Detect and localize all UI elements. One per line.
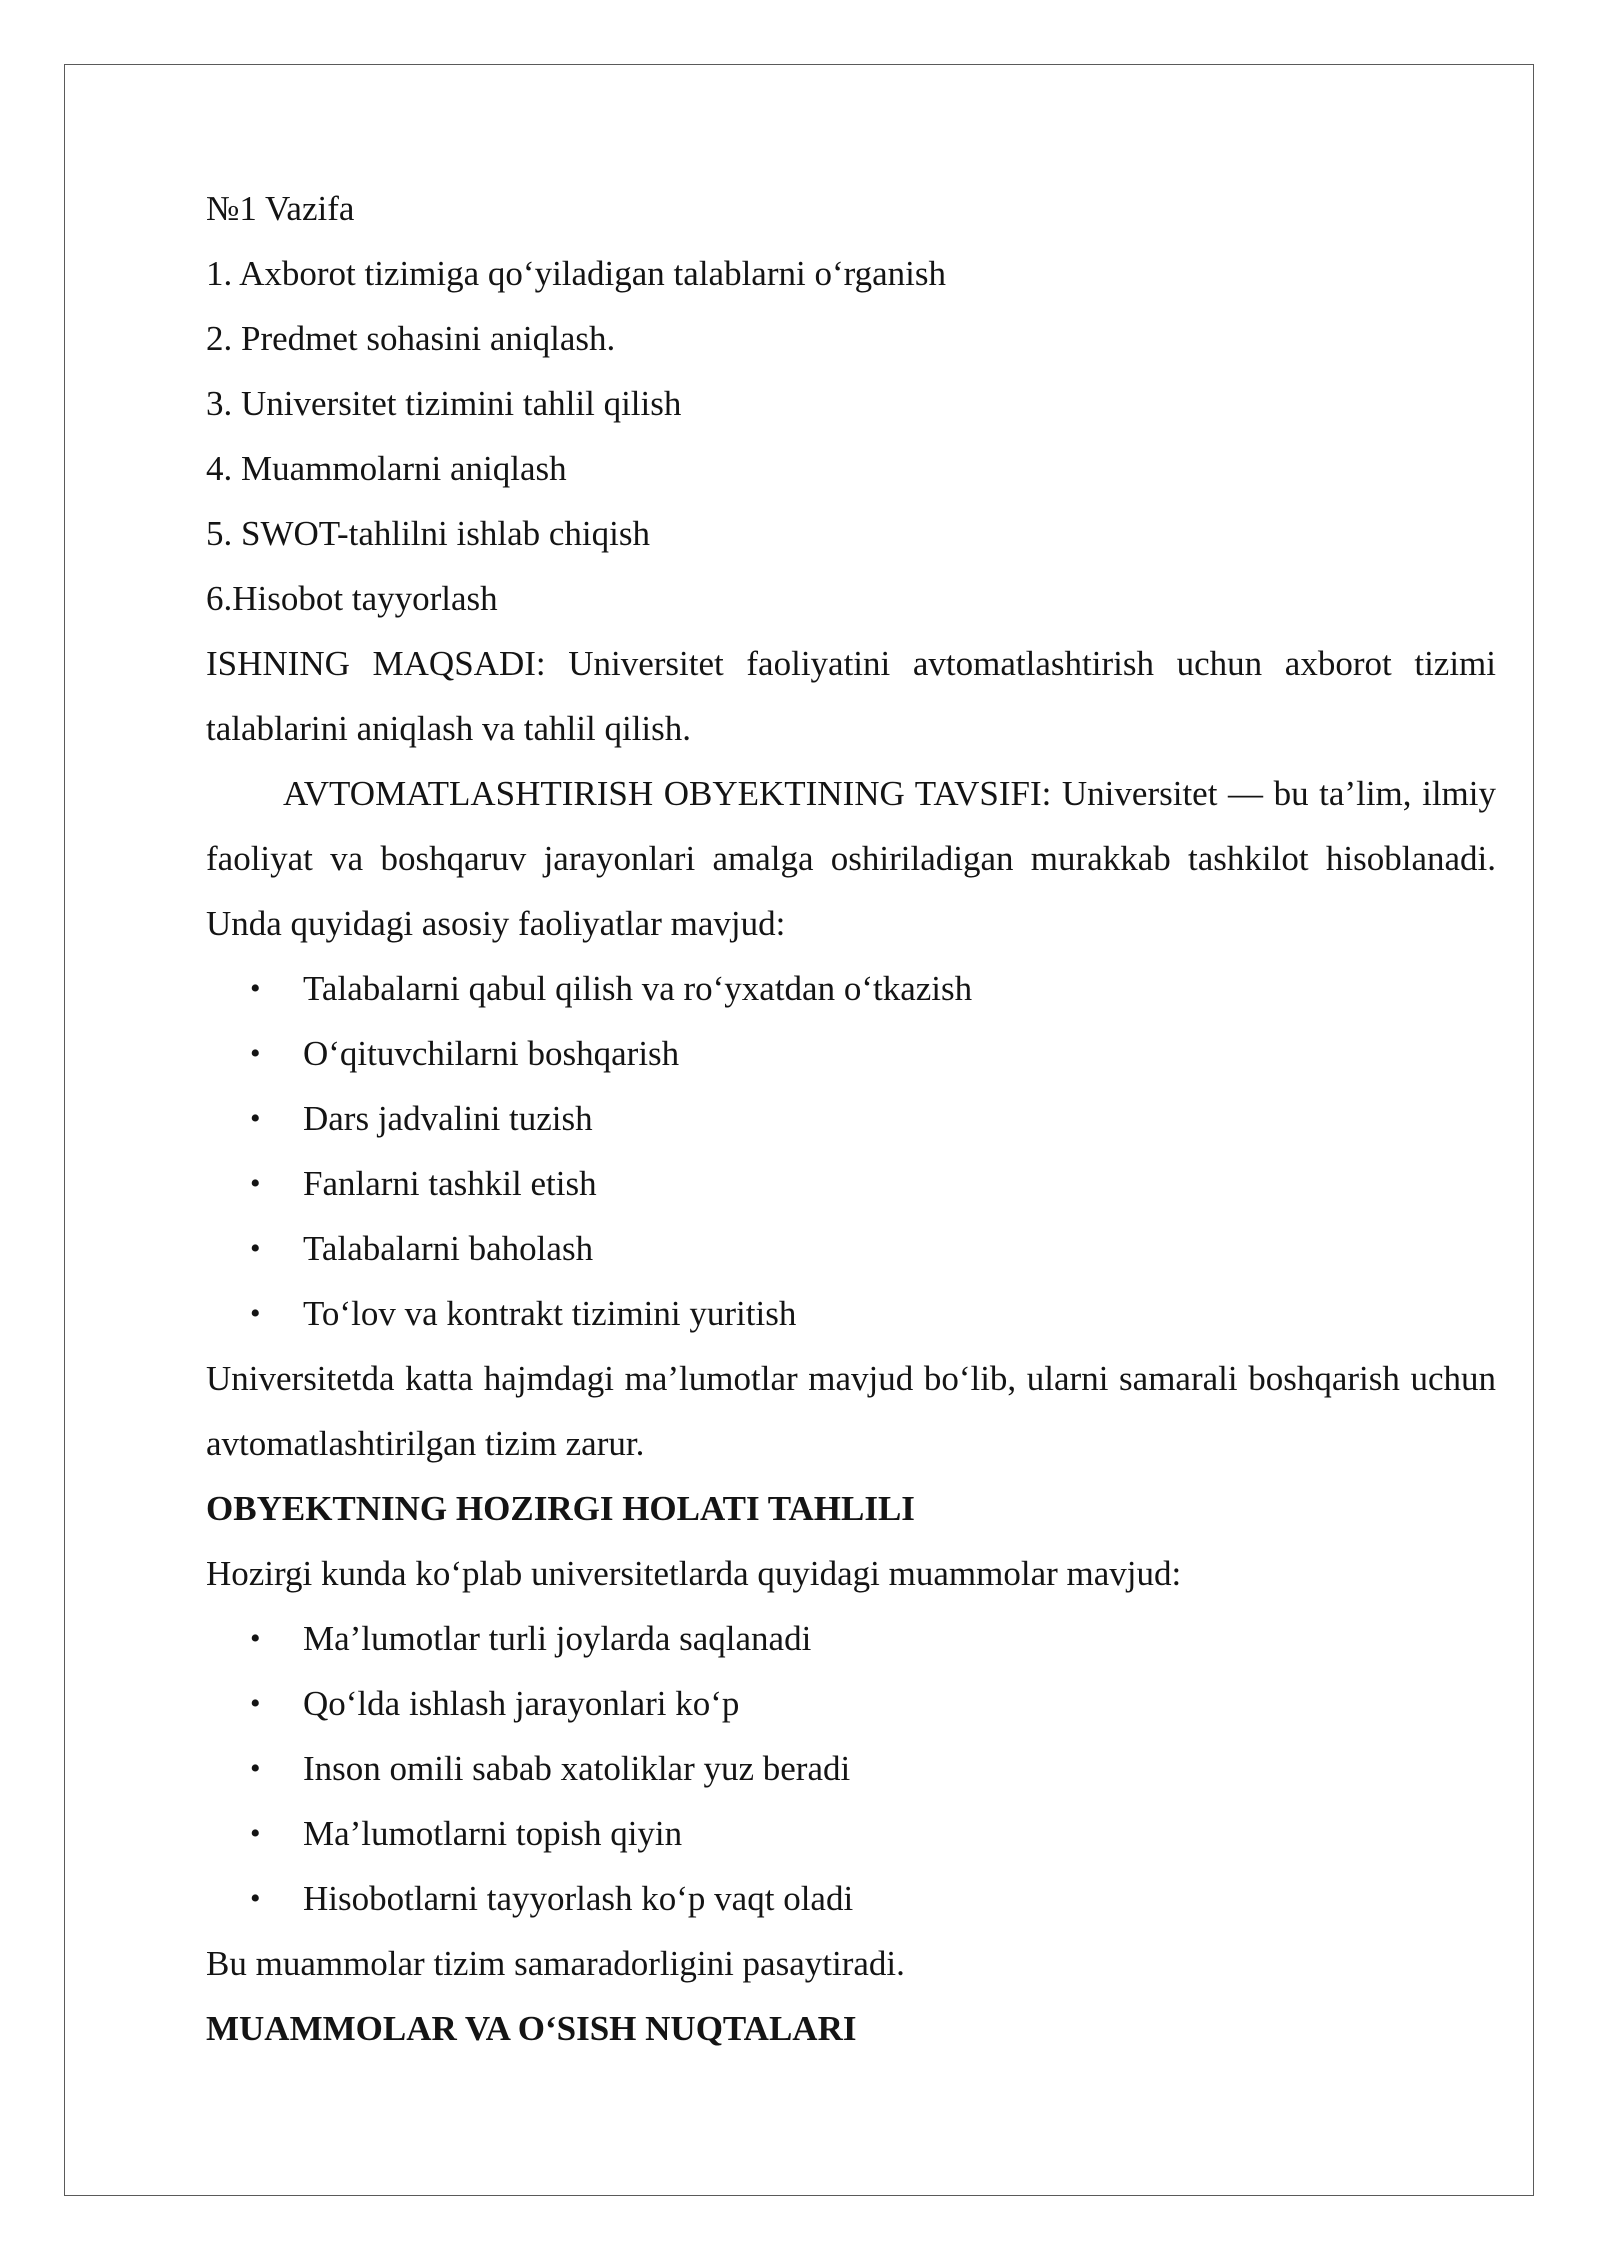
task-item: 2. Predmet sohasini aniqlash. (206, 319, 616, 358)
task-item: 3. Universitet tizimini tahlil qilish (206, 384, 682, 423)
list-item-text: Ma’lumotlar turli joylarda saqlanadi (303, 1619, 812, 1658)
bullet-icon: • (250, 1037, 261, 1070)
list-item-text: Inson omili sabab xatoliklar yuz beradi (303, 1749, 851, 1788)
list-item-text: Fanlarni tashkil etish (303, 1164, 597, 1203)
current-state-conclusion: Bu muammolar tizim samaradorligini pasaytiradi. (206, 1944, 905, 1983)
list-item-text: Hisobotlarni tayyorlash koʻp vaqt oladi (303, 1879, 854, 1918)
list-item-text: Qoʻlda ishlash jarayonlari koʻp (303, 1684, 740, 1723)
bullet-icon: • (250, 1817, 261, 1850)
list-item-text: Ma’lumotlarni topish qiyin (303, 1814, 683, 1853)
bullet-icon: • (250, 1622, 261, 1655)
problems-list (206, 1606, 1496, 1931)
task-item: 1. Axborot tizimiga qoʻyiladigan talablarni oʻrganish (206, 254, 947, 293)
goal-paragraph: ISHNING MAQSADI: Universitet faoliyatini avtomatlashtirish uchun axborot tizimi talablarini aniqlash va tahlil qilish. (206, 644, 1496, 748)
activities-list (206, 956, 1496, 1346)
list-item (206, 1281, 1496, 1346)
bullet-icon: • (250, 1297, 261, 1330)
list-item (206, 1021, 1496, 1086)
section-heading-problems-growth: MUAMMOLAR VA OʻSISH NUQTALARI (206, 2009, 857, 2048)
list-item (206, 956, 1496, 1021)
list-item-text: Toʻlov va kontrakt tizimini yuritish (303, 1294, 797, 1333)
current-state-intro: Hozirgi kunda koʻplab universitetlarda quyidagi muammolar mavjud: (206, 1554, 1182, 1593)
bullet-icon: • (250, 1232, 261, 1265)
list-item (206, 1736, 1496, 1801)
list-item (206, 1801, 1496, 1866)
bullet-icon: • (250, 972, 261, 1005)
bullet-icon: • (250, 1102, 261, 1135)
list-item-text: Oʻqituvchilarni boshqarish (303, 1034, 680, 1073)
task-item: 4. Muammolarni aniqlash (206, 449, 567, 488)
task-title: №1 Vazifa (206, 189, 355, 228)
task-item: 6.Hisobot tayyorlash (206, 579, 498, 618)
object-description-paragraph: AVTOMATLASHTIRISH OBYEKTINING TAVSIFI: Universitet — bu ta’lim, ilmiy faoliyat va boshqaruv jarayonlari amalga oshiriladigan murakkab tashkilot hisoblanadi. Unda quyidagi asosiy faoliyatlar mavjud: (206, 774, 1496, 943)
list-item-text: Talabalarni qabul qilish va roʻyxatdan oʻtkazish (303, 969, 973, 1008)
list-item-text: Dars jadvalini tuzish (303, 1099, 593, 1138)
bullet-icon: • (250, 1687, 261, 1720)
bullet-icon: • (250, 1167, 261, 1200)
list-item (206, 1606, 1496, 1671)
list-item (206, 1671, 1496, 1736)
section-heading-current-state: OBYEKTNING HOZIRGI HOLATI TAHLILI (206, 1489, 915, 1528)
list-item (206, 1866, 1496, 1931)
bullet-icon: • (250, 1882, 261, 1915)
list-item (206, 1086, 1496, 1151)
document-body (206, 176, 1496, 2061)
list-item (206, 1216, 1496, 1281)
bullet-icon: • (250, 1752, 261, 1785)
task-item: 5. SWOT-tahlilni ishlab chiqish (206, 514, 650, 553)
object-conclusion-paragraph: Universitetda katta hajmdagi ma’lumotlar mavjud boʻlib, ularni samarali boshqarish uchun avtomatlashtirilgan tizim zarur. (206, 1359, 1496, 1463)
list-item (206, 1151, 1496, 1216)
list-item-text: Talabalarni baholash (303, 1229, 594, 1268)
